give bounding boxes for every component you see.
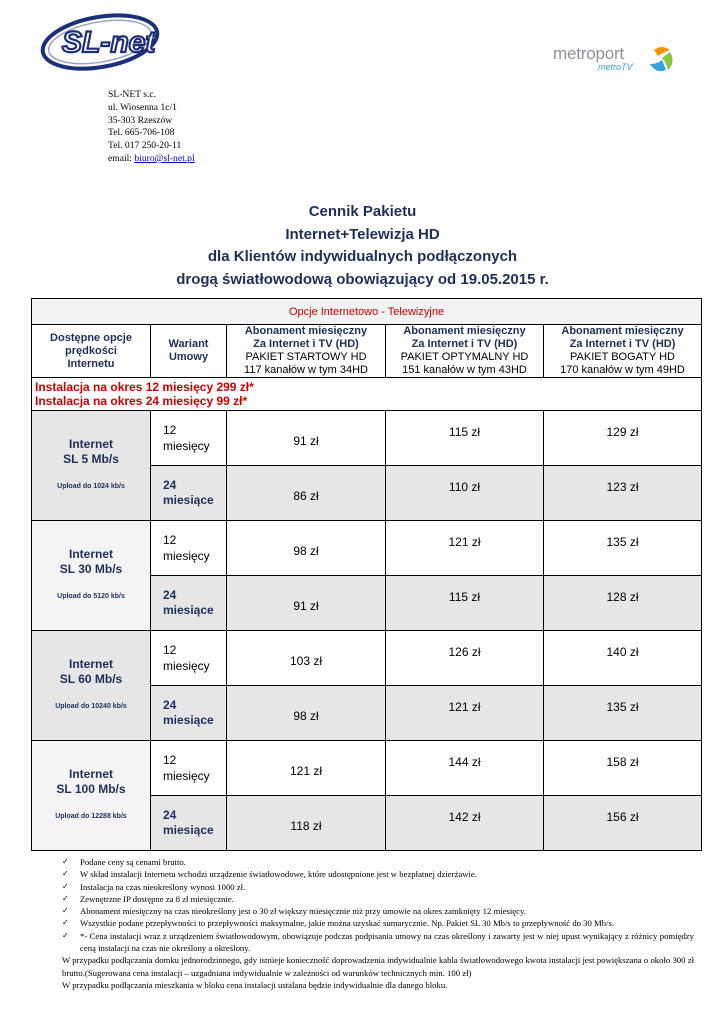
price-cell: 121 zł <box>386 686 544 741</box>
title-line-4: drogą światłowodową obowiązujący od 19.05.2015 r. <box>176 270 549 288</box>
price-cell: 156 zł <box>544 796 702 851</box>
page-title <box>30 201 695 291</box>
package-header-optimal: Abonament miesięczny Za Internet i TV (HD) PAKIET OPTYMALNY HD 151 kanałów w tym 43HD <box>386 325 544 378</box>
price-cell: 123 zł <box>544 466 702 521</box>
note-item: ✓ Abonament miesięczny na czas nieokreślony jest o 30 zł większy miesięcznie niż przy umowie na okres zamknięty 12 miesięcy. <box>62 906 526 917</box>
note-item: ✓ Zewnętrzne IP dostępne za 8 zł miesięcznie. <box>62 893 234 904</box>
table-row <box>32 521 702 576</box>
table-row <box>32 631 702 686</box>
price-cell: 91 zł <box>227 411 386 466</box>
checkmark-icon: ✓ <box>62 893 69 903</box>
price-cell: 129 zł <box>544 411 702 466</box>
price-cell: 98 zł <box>227 686 386 741</box>
table-row <box>32 741 702 796</box>
price-cell: 115 zł <box>386 411 544 466</box>
company-street: ul. Wiosenna 1c/1 <box>108 101 177 113</box>
options-header: Opcje Internetowo - Telewizyjne <box>32 299 702 325</box>
price-cell: 98 zł <box>227 521 386 576</box>
note-item: ✓ W skład instalacji Internetu wchodzi urządzenie światłowodowe, które udostępnione jest w bezpłatnej dzierżawie. <box>62 869 477 880</box>
title-line-3: dla Klientów indywidualnych podłączonych <box>207 248 518 265</box>
table-row <box>32 411 702 466</box>
price-table <box>31 298 702 851</box>
variant-12-cell: 12 miesięcy <box>151 521 227 576</box>
installation-24m: Instalacja na okres 24 miesięcy 99 zł* <box>35 394 248 408</box>
email-link[interactable]: biuro@sl-net.pl <box>134 152 195 164</box>
price-cell: 118 zł <box>227 796 386 851</box>
variant-24-cell: 24 miesiące <box>151 466 227 521</box>
speed-column-header: Dostępne opcje prędkości Internetu <box>32 325 151 378</box>
metroport-logo-word: metroport <box>553 44 624 63</box>
metroport-logo-sub: metroTV <box>598 62 633 72</box>
price-cell: 110 zł <box>386 466 544 521</box>
company-name: SL-NET s.c. <box>108 89 157 100</box>
price-cell: 91 zł <box>227 576 386 631</box>
package-header-rich: Abonament miesięczny Za Internet i TV (HD) PAKIET BOGATY HD 170 kanałów w tym 49HD <box>544 325 702 378</box>
price-cell: 121 zł <box>227 741 386 796</box>
price-cell: 115 zł <box>386 576 544 631</box>
price-cell: 128 zł <box>544 576 702 631</box>
package-header-start: Abonament miesięczny Za Internet i TV (HD) PAKIET STARTOWY HD 117 kanałów w tym 34HD <box>227 325 386 378</box>
checkmark-icon: ✓ <box>62 906 69 916</box>
metroport-logo <box>553 44 683 78</box>
variant-12-cell: 12 miesięcy <box>151 741 227 796</box>
note-item: ✓ *- Cena instalacji wraz z urządzeniem światłowodowym, obowiązuje podczas podpisania umowy na czas określony i zawarty jest w niej upust wynikający z różnicy pomiędzy ceną instalacji na czas nie określony a określony. <box>62 930 694 954</box>
variant-12-cell: 12 miesięcy <box>151 631 227 686</box>
price-cell: 86 zł <box>227 466 386 521</box>
title-line-1: Cennik Pakietu <box>308 203 417 220</box>
notes-paragraph-1: W przypadku podłączania domku jednorodzinnego, gdy istnieje konieczność doprowadzenia indywidualnie kabla światłowodowego kwota instalacji jest powiększana o około 300 zł brutto.(Sugerowana cena instalacji – uzgadniana indywidualnie w zależności od warunków technicznych min. 100 zł) <box>62 955 694 978</box>
speed-option-cell: Internet SL 60 Mb/s Upload do 10240 kb/s <box>32 631 151 741</box>
title-line-2: Internet+Telewizja HD <box>285 225 440 243</box>
note-item: ✓ Wszystkie podane przepływności to przepływności maksymalne, jakie można uzyskać sumarycznie. Np. Pakiet SL 30 Mb/s to przepływność do 30 Mb/s. <box>62 918 615 929</box>
notes-paragraph-2: W przypadku podłączania mieszkania w bloku cena instalacji ustalana będzie indywidualnie dla danego bloku. <box>62 979 448 990</box>
price-cell: 144 zł <box>386 741 544 796</box>
company-phone-1: Tel. 665-706-108 <box>108 127 175 139</box>
variant-column-header: Wariant Umowy <box>151 325 227 378</box>
variant-24-cell: 24 miesiące <box>151 796 227 851</box>
checkmark-icon: ✓ <box>62 881 69 891</box>
price-cell: 135 zł <box>544 521 702 576</box>
company-city: 35-303 Rzeszów <box>108 114 173 126</box>
speed-option-cell: Internet SL 5 Mb/s Upload do 1024 kb/s <box>32 411 151 521</box>
price-cell: 121 zł <box>386 521 544 576</box>
speed-option-cell: Internet SL 30 Mb/s Upload do 5120 kb/s <box>32 521 151 631</box>
installation-prices <box>32 378 702 411</box>
installation-12m: Instalacja na okres 12 miesięcy 299 zł* <box>35 379 254 394</box>
variant-24-cell: 24 miesiące <box>151 576 227 631</box>
company-email-line <box>108 153 195 166</box>
slnet-logo-text: SL-net <box>62 26 156 59</box>
price-cell: 142 zł <box>386 796 544 851</box>
company-phone-2: Tel. 017 250-20-11 <box>108 140 182 152</box>
variant-12-cell: 12 miesięcy <box>151 411 227 466</box>
checkmark-icon: ✓ <box>62 930 69 940</box>
price-cell: 126 zł <box>386 631 544 686</box>
notes-section <box>62 856 694 991</box>
company-address <box>108 89 195 166</box>
note-item: ✓ Instalacja na czas nieokreślony wynosi 1000 zł. <box>62 881 246 892</box>
checkmark-icon: ✓ <box>62 857 69 866</box>
metroport-swirl-icon <box>648 44 676 74</box>
speed-option-cell: Internet SL 100 Mb/s Upload do 12288 kb/s <box>32 741 151 851</box>
price-cell: 103 zł <box>227 631 386 686</box>
slnet-logo <box>38 10 178 72</box>
checkmark-icon: ✓ <box>62 869 69 879</box>
note-item: ✓ Podane ceny są cenami brutto. <box>62 857 186 867</box>
variant-24-cell: 24 miesiące <box>151 686 227 741</box>
price-cell: 135 zł <box>544 686 702 741</box>
email-label: email: <box>108 152 135 164</box>
price-cell: 140 zł <box>544 631 702 686</box>
checkmark-icon: ✓ <box>62 918 69 928</box>
price-cell: 158 zł <box>544 741 702 796</box>
